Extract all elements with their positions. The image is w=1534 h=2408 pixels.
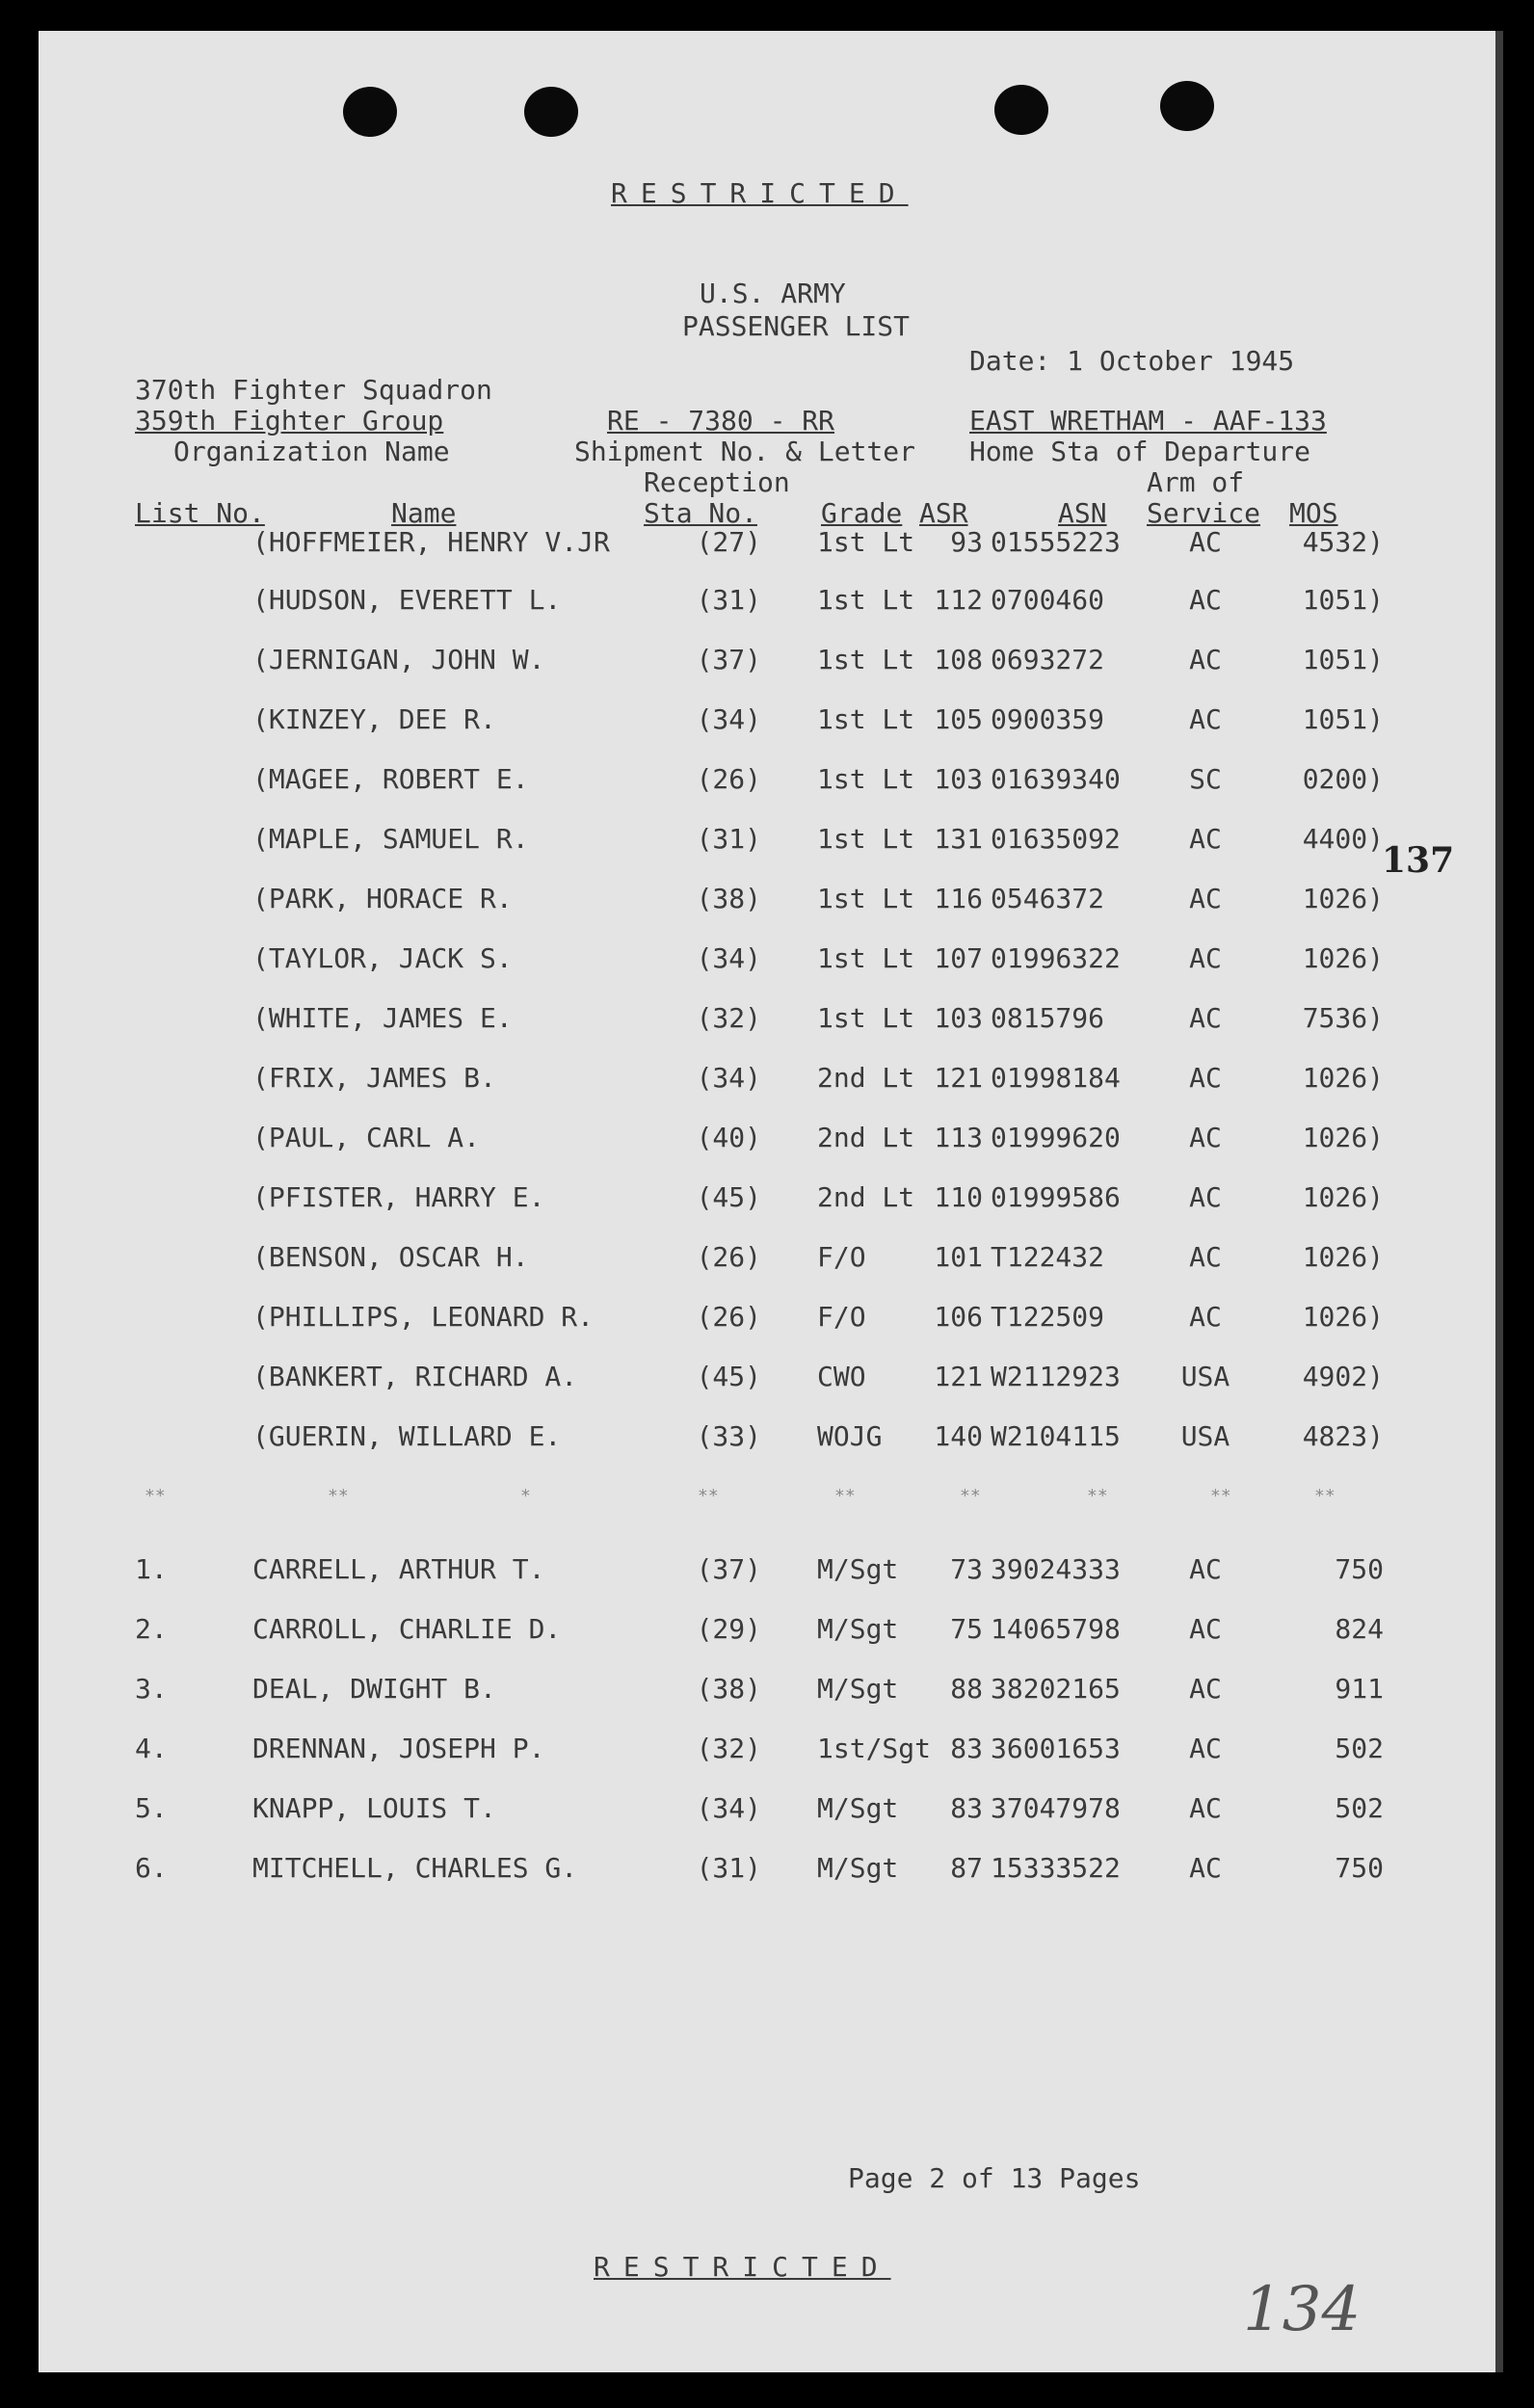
cell-grade: M/Sgt bbox=[817, 1613, 899, 1645]
separator-mark: ** bbox=[698, 1486, 719, 1506]
cell-name: (FRIX, JAMES B. bbox=[252, 1062, 496, 1094]
col-arm-label: Arm of bbox=[1147, 466, 1245, 498]
cell-no: 1. bbox=[135, 1553, 168, 1585]
punch-hole bbox=[524, 87, 578, 137]
cell-grade: 1st Lt bbox=[817, 584, 915, 616]
cell-sta: (29) bbox=[696, 1613, 761, 1645]
cell-asn: W2112923 bbox=[991, 1361, 1121, 1392]
punch-hole bbox=[1160, 81, 1214, 131]
title-line2: PASSENGER LIST bbox=[682, 310, 911, 342]
cell-asr: 73 bbox=[950, 1553, 983, 1585]
cell-name: (PHILLIPS, LEONARD R. bbox=[252, 1301, 595, 1333]
page-count: Page 2 of 13 Pages bbox=[848, 2162, 1141, 2194]
cell-asr: 107 bbox=[934, 942, 983, 974]
cell-sta: (34) bbox=[696, 1062, 761, 1094]
cell-asr: 116 bbox=[934, 883, 983, 914]
cell-mos: 1026) bbox=[1302, 1241, 1384, 1273]
cell-arm: AC bbox=[1189, 1733, 1222, 1764]
cell-arm: AC bbox=[1189, 1062, 1222, 1094]
cell-arm: USA bbox=[1180, 1361, 1230, 1392]
col-asr: ASR bbox=[919, 497, 968, 529]
cell-sta: (32) bbox=[696, 1733, 761, 1764]
cell-mos: 502 bbox=[1335, 1792, 1384, 1824]
cell-arm: AC bbox=[1189, 1002, 1222, 1034]
cell-grade: 1st/Sgt bbox=[817, 1733, 932, 1764]
cell-name: (JERNIGAN, JOHN W. bbox=[252, 644, 545, 675]
cell-arm: AC bbox=[1189, 1852, 1222, 1884]
cell-name: (MAPLE, SAMUEL R. bbox=[252, 823, 529, 855]
cell-name: (BANKERT, RICHARD A. bbox=[252, 1361, 578, 1392]
cell-sta: (40) bbox=[696, 1122, 761, 1153]
home-station-value: EAST WRETHAM - AAF-133 bbox=[969, 405, 1327, 437]
cell-asr: 103 bbox=[934, 1002, 983, 1034]
cell-grade: 1st Lt bbox=[817, 942, 915, 974]
cell-arm: AC bbox=[1189, 526, 1222, 558]
cell-grade: 1st Lt bbox=[817, 763, 915, 795]
cell-sta: (34) bbox=[696, 942, 761, 974]
cell-mos: 1026) bbox=[1302, 1181, 1384, 1213]
cell-mos: 1026) bbox=[1302, 942, 1384, 974]
col-reception-label: Reception bbox=[644, 466, 790, 498]
cell-name: (PFISTER, HARRY E. bbox=[252, 1181, 545, 1213]
cell-asr: 87 bbox=[950, 1852, 983, 1884]
cell-name: (TAYLOR, JACK S. bbox=[252, 942, 513, 974]
cell-name: (HUDSON, EVERETT L. bbox=[252, 584, 562, 616]
cell-sta: (38) bbox=[696, 883, 761, 914]
cell-asr: 113 bbox=[934, 1122, 983, 1153]
separator-mark: * bbox=[520, 1486, 531, 1506]
cell-sta: (27) bbox=[696, 526, 761, 558]
cell-arm: AC bbox=[1189, 703, 1222, 735]
shipment-label: Shipment No. & Letter bbox=[574, 436, 916, 467]
cell-name: KNAPP, LOUIS T. bbox=[252, 1792, 496, 1824]
cell-asr: 106 bbox=[934, 1301, 983, 1333]
cell-name: (HOFFMEIER, HENRY V.JR bbox=[252, 526, 610, 558]
punch-hole bbox=[343, 87, 397, 137]
cell-asr: 83 bbox=[950, 1733, 983, 1764]
cell-grade: M/Sgt bbox=[817, 1792, 899, 1824]
cell-sta: (31) bbox=[696, 584, 761, 616]
cell-asn: T122432 bbox=[991, 1241, 1105, 1273]
cell-asr: 121 bbox=[934, 1062, 983, 1094]
cell-mos: 824 bbox=[1335, 1613, 1384, 1645]
separator-mark: ** bbox=[1210, 1486, 1231, 1506]
cell-arm: SC bbox=[1189, 763, 1222, 795]
cell-arm: AC bbox=[1189, 823, 1222, 855]
cell-asr: 105 bbox=[934, 703, 983, 735]
cell-asn: 01635092 bbox=[991, 823, 1121, 855]
cell-name: CARROLL, CHARLIE D. bbox=[252, 1613, 562, 1645]
cell-mos: 911 bbox=[1335, 1673, 1384, 1705]
cell-no: 2. bbox=[135, 1613, 168, 1645]
cell-no: 6. bbox=[135, 1852, 168, 1884]
cell-asr: 75 bbox=[950, 1613, 983, 1645]
col-list-no: List No. bbox=[135, 497, 265, 529]
col-asn: ASN bbox=[1058, 497, 1107, 529]
cell-sta: (32) bbox=[696, 1002, 761, 1034]
cell-asn: 01999620 bbox=[991, 1122, 1121, 1153]
cell-arm: AC bbox=[1189, 1181, 1222, 1213]
cell-asn: 36001653 bbox=[991, 1733, 1121, 1764]
cell-grade: F/O bbox=[817, 1301, 866, 1333]
cell-mos: 1051) bbox=[1302, 584, 1384, 616]
cell-name: DEAL, DWIGHT B. bbox=[252, 1673, 496, 1705]
cell-asn: 01555223 bbox=[991, 526, 1121, 558]
cell-grade: 1st Lt bbox=[817, 703, 915, 735]
classification-top: RESTRICTED bbox=[611, 177, 909, 209]
cell-name: (MAGEE, ROBERT E. bbox=[252, 763, 529, 795]
cell-sta: (38) bbox=[696, 1673, 761, 1705]
cell-asr: 140 bbox=[934, 1420, 983, 1452]
cell-asn: 0900359 bbox=[991, 703, 1105, 735]
cell-sta: (45) bbox=[696, 1181, 761, 1213]
cell-asr: 83 bbox=[950, 1792, 983, 1824]
cell-no: 5. bbox=[135, 1792, 168, 1824]
col-name: Name bbox=[391, 497, 457, 529]
cell-no: 3. bbox=[135, 1673, 168, 1705]
cell-name: MITCHELL, CHARLES G. bbox=[252, 1852, 578, 1884]
page-edge-shadow bbox=[1495, 31, 1503, 2372]
cell-asn: 37047978 bbox=[991, 1792, 1121, 1824]
side-stamp-number: 137 bbox=[1382, 840, 1455, 881]
cell-mos: 750 bbox=[1335, 1553, 1384, 1585]
cell-mos: 1026) bbox=[1302, 883, 1384, 914]
separator-mark: ** bbox=[328, 1486, 349, 1506]
cell-mos: 1026) bbox=[1302, 1062, 1384, 1094]
cell-arm: AC bbox=[1189, 644, 1222, 675]
col-service: Service bbox=[1147, 497, 1261, 529]
cell-grade: 1st Lt bbox=[817, 883, 915, 914]
document-date: Date: 1 October 1945 bbox=[969, 345, 1295, 377]
cell-asn: 15333522 bbox=[991, 1852, 1121, 1884]
title-line1: U.S. ARMY bbox=[700, 278, 846, 309]
cell-mos: 4823) bbox=[1302, 1420, 1384, 1452]
cell-asn: 0546372 bbox=[991, 883, 1105, 914]
separator-mark: ** bbox=[834, 1486, 856, 1506]
separator-mark: ** bbox=[1087, 1486, 1108, 1506]
cell-arm: AC bbox=[1189, 883, 1222, 914]
cell-mos: 502 bbox=[1335, 1733, 1384, 1764]
cell-mos: 1026) bbox=[1302, 1301, 1384, 1333]
cell-grade: 1st Lt bbox=[817, 823, 915, 855]
cell-grade: CWO bbox=[817, 1361, 866, 1392]
cell-name: DRENNAN, JOSEPH P. bbox=[252, 1733, 545, 1764]
col-grade: Grade bbox=[821, 497, 903, 529]
cell-grade: 2nd Lt bbox=[817, 1181, 915, 1213]
cell-sta: (37) bbox=[696, 644, 761, 675]
cell-asr: 101 bbox=[934, 1241, 983, 1273]
cell-grade: M/Sgt bbox=[817, 1553, 899, 1585]
cell-asn: 0815796 bbox=[991, 1002, 1105, 1034]
cell-name: (WHITE, JAMES E. bbox=[252, 1002, 513, 1034]
punch-hole bbox=[994, 85, 1048, 135]
cell-name: (BENSON, OSCAR H. bbox=[252, 1241, 529, 1273]
cell-asn: 38202165 bbox=[991, 1673, 1121, 1705]
col-sta-no: Sta No. bbox=[644, 497, 758, 529]
cell-mos: 4400) bbox=[1302, 823, 1384, 855]
group-name: 359th Fighter Group bbox=[135, 405, 444, 437]
separator-mark: ** bbox=[1314, 1486, 1336, 1506]
cell-asn: W2104115 bbox=[991, 1420, 1121, 1452]
cell-grade: F/O bbox=[817, 1241, 866, 1273]
home-station-label: Home Sta of Departure bbox=[969, 436, 1311, 467]
cell-asr: 93 bbox=[950, 526, 983, 558]
cell-sta: (26) bbox=[696, 763, 761, 795]
cell-arm: USA bbox=[1180, 1420, 1230, 1452]
cell-mos: 1051) bbox=[1302, 703, 1384, 735]
cell-name: (GUERIN, WILLARD E. bbox=[252, 1420, 562, 1452]
cell-arm: AC bbox=[1189, 1792, 1222, 1824]
cell-mos: 4532) bbox=[1302, 526, 1384, 558]
shipment-value: RE - 7380 - RR bbox=[607, 405, 835, 437]
cell-sta: (45) bbox=[696, 1361, 761, 1392]
cell-asn: T122509 bbox=[991, 1301, 1105, 1333]
cell-arm: AC bbox=[1189, 1241, 1222, 1273]
cell-asn: 39024333 bbox=[991, 1553, 1121, 1585]
cell-asr: 88 bbox=[950, 1673, 983, 1705]
col-mos: MOS bbox=[1289, 497, 1338, 529]
cell-sta: (34) bbox=[696, 703, 761, 735]
cell-asn: 0700460 bbox=[991, 584, 1105, 616]
cell-asr: 110 bbox=[934, 1181, 983, 1213]
cell-name: (KINZEY, DEE R. bbox=[252, 703, 496, 735]
organization-label: Organization Name bbox=[173, 436, 450, 467]
cell-mos: 7536) bbox=[1302, 1002, 1384, 1034]
cell-asn: 01999586 bbox=[991, 1181, 1121, 1213]
cell-mos: 4902) bbox=[1302, 1361, 1384, 1392]
cell-asn: 01639340 bbox=[991, 763, 1121, 795]
cell-grade: 2nd Lt bbox=[817, 1122, 915, 1153]
cell-asr: 103 bbox=[934, 763, 983, 795]
cell-sta: (31) bbox=[696, 823, 761, 855]
classification-bottom: RESTRICTED bbox=[594, 2251, 891, 2283]
cell-arm: AC bbox=[1189, 1122, 1222, 1153]
handwritten-page-number: 134 bbox=[1243, 2274, 1362, 2345]
cell-mos: 0200) bbox=[1302, 763, 1384, 795]
cell-mos: 1026) bbox=[1302, 1122, 1384, 1153]
cell-asr: 112 bbox=[934, 584, 983, 616]
cell-arm: AC bbox=[1189, 1613, 1222, 1645]
cell-asn: 14065798 bbox=[991, 1613, 1121, 1645]
separator-mark: ** bbox=[960, 1486, 981, 1506]
cell-arm: AC bbox=[1189, 1553, 1222, 1585]
cell-grade: 1st Lt bbox=[817, 644, 915, 675]
cell-asn: 01998184 bbox=[991, 1062, 1121, 1094]
cell-sta: (26) bbox=[696, 1301, 761, 1333]
cell-no: 4. bbox=[135, 1733, 168, 1764]
cell-asn: 01996322 bbox=[991, 942, 1121, 974]
cell-sta: (34) bbox=[696, 1792, 761, 1824]
document-page bbox=[39, 31, 1495, 2372]
cell-name: (PAUL, CARL A. bbox=[252, 1122, 481, 1153]
cell-asn: 0693272 bbox=[991, 644, 1105, 675]
cell-mos: 750 bbox=[1335, 1852, 1384, 1884]
cell-asr: 108 bbox=[934, 644, 983, 675]
cell-asr: 131 bbox=[934, 823, 983, 855]
cell-name: CARRELL, ARTHUR T. bbox=[252, 1553, 545, 1585]
cell-name: (PARK, HORACE R. bbox=[252, 883, 513, 914]
cell-grade: 2nd Lt bbox=[817, 1062, 915, 1094]
separator-mark: ** bbox=[145, 1486, 166, 1506]
cell-arm: AC bbox=[1189, 942, 1222, 974]
cell-grade: WOJG bbox=[817, 1420, 883, 1452]
cell-grade: 1st Lt bbox=[817, 526, 915, 558]
squadron-name: 370th Fighter Squadron bbox=[135, 374, 492, 406]
cell-mos: 1051) bbox=[1302, 644, 1384, 675]
cell-sta: (31) bbox=[696, 1852, 761, 1884]
cell-arm: AC bbox=[1189, 1673, 1222, 1705]
cell-grade: M/Sgt bbox=[817, 1852, 899, 1884]
cell-asr: 121 bbox=[934, 1361, 983, 1392]
cell-sta: (37) bbox=[696, 1553, 761, 1585]
cell-sta: (33) bbox=[696, 1420, 761, 1452]
cell-grade: 1st Lt bbox=[817, 1002, 915, 1034]
cell-arm: AC bbox=[1189, 584, 1222, 616]
cell-sta: (26) bbox=[696, 1241, 761, 1273]
cell-arm: AC bbox=[1189, 1301, 1222, 1333]
cell-grade: M/Sgt bbox=[817, 1673, 899, 1705]
